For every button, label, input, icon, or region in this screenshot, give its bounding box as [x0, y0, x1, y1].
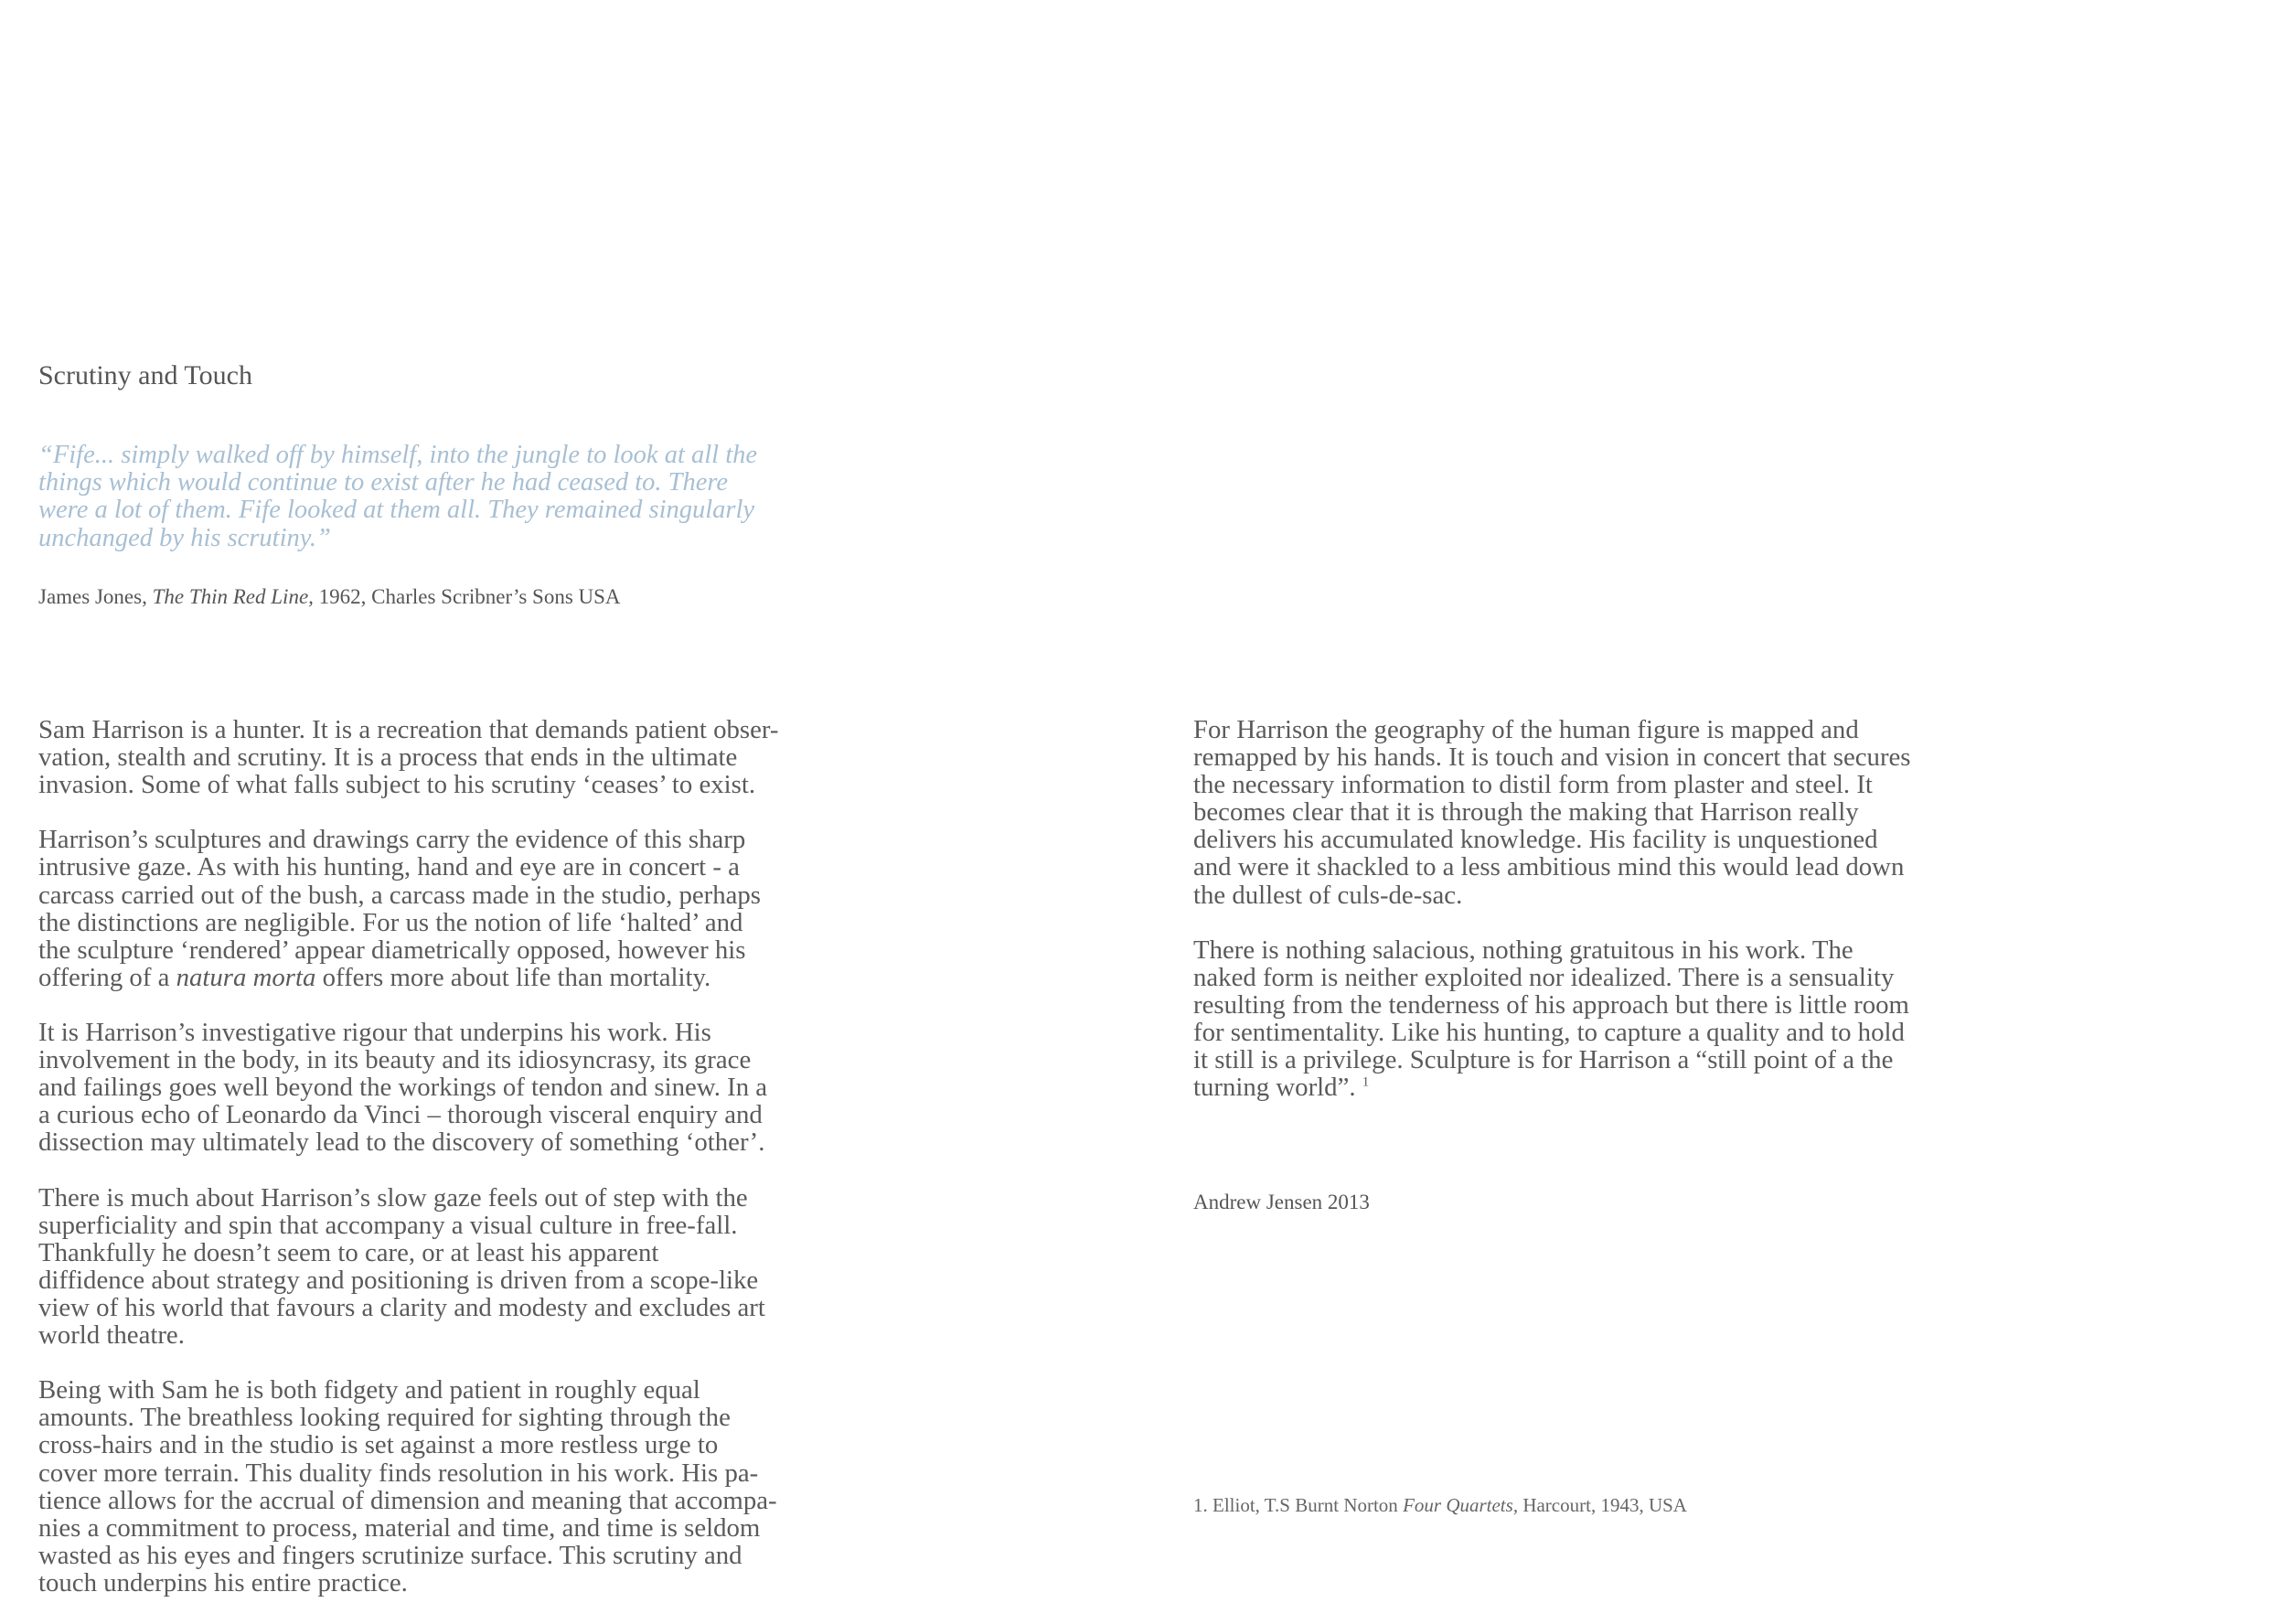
text-line: cross-hairs and in the studio is set against a more restless urge to	[38, 1430, 719, 1460]
paragraph	[1193, 936, 1998, 1102]
author-signature: Andrew Jensen 2013	[1193, 1191, 1370, 1213]
text-line: amounts. The breathless looking required for sighting through the	[38, 1403, 731, 1433]
text-line: involvement in the body, in its beauty and its idiosyncrasy, its grace	[38, 1045, 752, 1075]
text-line: For Harrison the geography of the human figure is mapped and	[1193, 715, 1859, 744]
text-line: it still is a privilege. Sculpture is for Harrison a “still point of a the	[1193, 1045, 1894, 1075]
footnote-italic-title: Four Quartets,	[1403, 1494, 1519, 1516]
epigraph-line: were a lot of them. Fife looked at them all. They remained singularly	[38, 496, 755, 525]
epigraph-line: “Fife... simply walked off by himself, into the jungle to look at all the	[38, 441, 758, 469]
text-line: dissection may ultimately lead to the discovery of something ‘other’.	[38, 1127, 765, 1158]
text-line: Sam Harrison is a hunter. It is a recreation that demands patient obser-	[38, 715, 779, 744]
footnote	[1193, 1492, 1687, 1518]
page-title: Scrutiny and Touch	[38, 360, 252, 390]
paragraph	[38, 1019, 843, 1156]
text-line: Being with Sam he is both fidgety and patient in roughly equal	[38, 1375, 700, 1405]
italic-phrase: natura morta	[176, 962, 316, 992]
text-line: naked form is neither exploited nor idealized. There is a sensuality	[1193, 962, 1895, 992]
text-line	[38, 964, 843, 991]
citation-work-title: The Thin Red Line,	[152, 585, 314, 608]
epigraph-quote	[38, 442, 861, 552]
text-line: intrusive gaze. As with his hunting, hand and eye are in concert - a	[38, 852, 740, 882]
text-line: the necessary information to distil form from plaster and steel. It	[1193, 770, 1873, 800]
text-line: the dullest of culs-de-sac.	[1193, 880, 1463, 910]
text-line	[1193, 1074, 1998, 1101]
footnote-text: 1. Elliot, T.S Burnt Norton	[1193, 1494, 1404, 1516]
paragraph	[38, 1376, 843, 1597]
text-line: delivers his accumulated knowledge. His facility is unquestioned	[1193, 825, 1878, 855]
paragraph	[38, 1184, 843, 1350]
text-line: world theatre.	[38, 1320, 185, 1351]
text-run: turning world”.	[1193, 1073, 1362, 1103]
text-line: and failings goes well beyond the workings of tendon and sinew. In a	[38, 1073, 768, 1103]
text-line: diffidence about strategy and positioning is driven from a scope-like	[38, 1265, 759, 1295]
right-column	[1193, 716, 1998, 1128]
footnote-publication: Harcourt, 1943, USA	[1518, 1494, 1687, 1516]
text-line: becomes clear that it is through the making that Harrison really	[1193, 797, 1859, 828]
text-line: Thankfully he doesn’t seem to care, or at least his apparent	[38, 1237, 659, 1267]
text-line: cover more terrain. This duality finds resolution in his work. His pa-	[38, 1458, 759, 1488]
text-line: view of his world that favours a clarity and modesty and excludes art	[38, 1292, 765, 1322]
text-line: resulting from the tenderness of his approach but there is little room	[1193, 989, 1909, 1020]
text-run: offering of a	[38, 962, 176, 992]
citation-author: James Jones,	[38, 585, 153, 608]
epigraph-line: unchanged by his scrutiny.”	[38, 523, 331, 552]
text-line: for sentimentality. Like his hunting, to capture a quality and to hold	[1193, 1018, 1905, 1048]
text-line: There is much about Harrison’s slow gaze feels out of step with the	[38, 1182, 748, 1213]
paragraph	[38, 716, 843, 798]
text-line: the sculpture ‘rendered’ appear diametrically opposed, however his	[38, 935, 746, 965]
epigraph-line: things which would continue to exist after he had ceased to. There	[38, 468, 729, 497]
text-line: It is Harrison’s investigative rigour that underpins his work. His	[38, 1018, 711, 1048]
citation-publication: 1962, Charles Scribner’s Sons USA	[313, 585, 621, 608]
text-line: invasion. Some of what falls subject to his scrutiny ‘ceases’ to exist.	[38, 770, 756, 800]
epigraph-citation	[38, 583, 621, 611]
text-line: Harrison’s sculptures and drawings carry the evidence of this sharp	[38, 825, 746, 855]
text-line: There is nothing salacious, nothing gratuitous in his work. The	[1193, 935, 1853, 965]
text-run: offers more about life than mortality.	[315, 962, 711, 992]
text-line: and were it shackled to a less ambitious mind this would lead down	[1193, 852, 1905, 882]
text-line: touch underpins his entire practice.	[38, 1567, 408, 1597]
paragraph	[38, 826, 843, 991]
text-line: the distinctions are negligible. For us the notion of life ‘halted’ and	[38, 907, 743, 937]
text-line: a curious echo of Leonardo da Vinci – thorough visceral enquiry and	[38, 1100, 763, 1130]
text-line: remapped by his hands. It is touch and vision in concert that secures	[1193, 743, 1911, 773]
text-line: wasted as his eyes and fingers scrutinize surface. This scrutiny and	[38, 1540, 742, 1570]
text-line: carcass carried out of the bush, a carcass made in the studio, perhaps	[38, 880, 762, 910]
text-line: nies a commitment to process, material and time, and time is seldom	[38, 1512, 761, 1543]
text-line: vation, stealth and scrutiny. It is a process that ends in the ultimate	[38, 743, 738, 773]
text-line: tience allows for the accrual of dimension and meaning that accompa-	[38, 1485, 777, 1515]
footnote-marker: 1	[1362, 1074, 1370, 1090]
left-column	[38, 716, 843, 1624]
text-line: superficiality and spin that accompany a visual culture in free-fall.	[38, 1210, 738, 1240]
paragraph	[1193, 716, 1998, 909]
